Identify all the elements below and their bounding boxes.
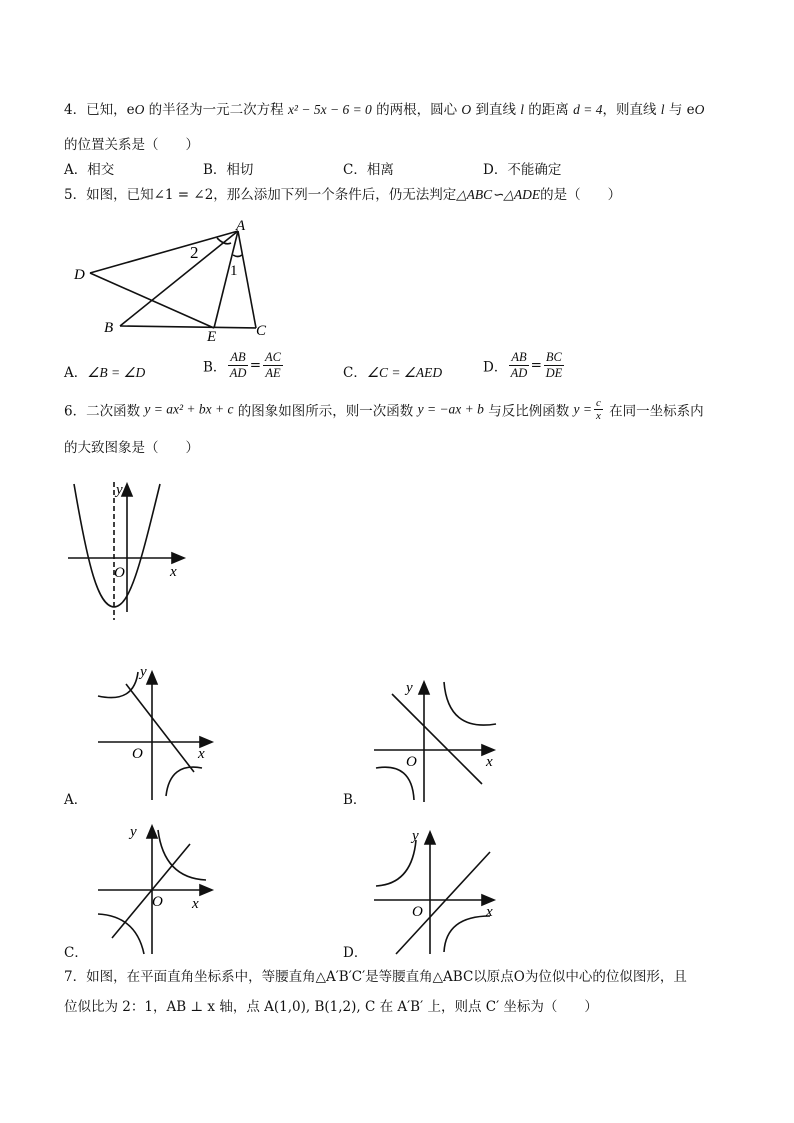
numerator: AB bbox=[511, 350, 527, 364]
denominator: AE bbox=[265, 366, 281, 380]
linear-function: y = −ax + b bbox=[417, 401, 484, 417]
q4-text: ，则直线 bbox=[602, 102, 661, 118]
q5-option-c bbox=[343, 361, 442, 381]
label-angle-1: 1 bbox=[230, 263, 238, 279]
q4-text: 与 bbox=[664, 102, 687, 118]
q4-text: 4．已知， bbox=[64, 102, 127, 118]
option-expr: ∠B = ∠D bbox=[87, 365, 146, 380]
origin-label: O bbox=[412, 904, 423, 920]
q6-parabola-figure bbox=[64, 476, 194, 624]
q5-option-d bbox=[483, 350, 566, 381]
var-l: l bbox=[660, 102, 665, 117]
q6-option-c-label: C． bbox=[64, 945, 88, 961]
quadratic: y = ax² + bx + c bbox=[144, 401, 234, 417]
q6-graph-option-d bbox=[372, 822, 502, 956]
label-A: A bbox=[236, 218, 246, 234]
q6-option-a-label: A． bbox=[64, 792, 88, 808]
q6-option-b-label: B． bbox=[343, 792, 367, 808]
fraction bbox=[594, 397, 603, 422]
denominator: x bbox=[596, 410, 601, 422]
inverse-function: y = bbox=[573, 401, 592, 417]
q6-graph-option-c bbox=[96, 820, 220, 956]
axis-y-label: y bbox=[412, 828, 419, 844]
numerator: BC bbox=[545, 350, 562, 364]
q4-text: 的两根，圆心 bbox=[371, 102, 462, 118]
fraction bbox=[544, 350, 564, 381]
q4-line2: 的位置关系是（ ） bbox=[64, 137, 199, 153]
origin-label: O bbox=[114, 565, 125, 581]
var-l: l bbox=[520, 102, 525, 117]
axis-x-label: x bbox=[198, 746, 205, 762]
axis-y-label: y bbox=[116, 482, 123, 498]
numerator: AB bbox=[230, 350, 246, 364]
origin-label: O bbox=[406, 754, 417, 770]
q4-option-d: D．不能确定 bbox=[483, 162, 562, 178]
equals: = bbox=[530, 357, 542, 374]
var-O: O bbox=[461, 102, 472, 117]
var-O: O bbox=[134, 102, 145, 117]
similarity-relation: △ABC∽△ADE bbox=[456, 187, 541, 202]
q4-text: 的距离 bbox=[524, 102, 574, 118]
equation: x² − 5x − 6 = 0 bbox=[287, 102, 372, 117]
label-E: E bbox=[207, 329, 217, 344]
q5-text: 的是（ ） bbox=[540, 187, 622, 203]
var-O: O bbox=[694, 102, 705, 117]
q4-text: 的半径为一元二次方程 bbox=[144, 102, 288, 118]
q5-option-b bbox=[203, 350, 285, 381]
q7-line1: 7．如图，在平面直角坐标系中，等腰直角△A′B′C′是等腰直角△ABC以原点O为位似中心的位似图形，且 bbox=[64, 969, 687, 985]
q6-stem-line1 bbox=[64, 397, 704, 422]
q4-text: 到直线 bbox=[471, 102, 521, 118]
axis-x-label: x bbox=[486, 754, 493, 770]
fraction bbox=[509, 350, 528, 381]
q5-stem bbox=[64, 183, 621, 203]
q7-line2: 位似比为 2：1，AB ⊥ x 轴，点 A(1,0), B(1,2), C 在 A′B′ 上，则点 C′ 坐标为（ ） bbox=[64, 999, 598, 1015]
fraction bbox=[263, 350, 283, 381]
q5-text: 5．如图，已知∠1 = ∠2，那么添加下列一个条件后，仍无法判定 bbox=[64, 187, 457, 203]
q5-option-a bbox=[64, 361, 145, 381]
option-label: A． bbox=[64, 365, 88, 381]
option-label: D． bbox=[483, 359, 508, 376]
q4-option-c: C．相离 bbox=[343, 162, 394, 178]
denominator: DE bbox=[545, 366, 563, 380]
option-label: C． bbox=[343, 365, 367, 381]
circle-symbol: e bbox=[126, 102, 135, 118]
axis-y-label: y bbox=[130, 824, 137, 840]
q6-graph-option-a bbox=[96, 660, 220, 802]
q4-option-b: B．相切 bbox=[203, 162, 254, 178]
axis-x-label: x bbox=[170, 564, 177, 580]
circle-symbol: e bbox=[686, 102, 695, 118]
label-D: D bbox=[74, 267, 85, 283]
axis-x-label: x bbox=[486, 904, 493, 920]
q6-graph-option-b bbox=[372, 674, 502, 804]
q4-line1 bbox=[64, 98, 704, 118]
denominator: AD bbox=[510, 366, 528, 380]
q6-stem-line2: 的大致图象是（ ） bbox=[64, 440, 199, 456]
equals: = bbox=[249, 357, 262, 374]
axis-y-label: y bbox=[140, 664, 147, 680]
q6-text: 的图象如图所示，则一次函数 bbox=[233, 403, 418, 420]
label-B: B bbox=[104, 320, 114, 336]
origin-label: O bbox=[132, 746, 143, 762]
numerator: AC bbox=[265, 350, 281, 364]
origin-label: O bbox=[152, 894, 163, 910]
q6-text: 在同一坐标系内 bbox=[604, 403, 704, 420]
q6-text: 6．二次函数 bbox=[64, 403, 145, 420]
axis-y-label: y bbox=[406, 680, 413, 696]
label-angle-2: 2 bbox=[190, 243, 199, 262]
axis-x-label: x bbox=[192, 896, 199, 912]
distance-eq: d = 4 bbox=[573, 102, 603, 117]
q6-text: 与反比例函数 bbox=[483, 403, 574, 420]
option-expr: ∠C = ∠AED bbox=[366, 365, 443, 380]
option-label: B． bbox=[203, 359, 227, 376]
label-C: C bbox=[256, 323, 267, 339]
q5-triangle-figure bbox=[66, 214, 288, 344]
q6-option-d-label: D． bbox=[343, 945, 368, 961]
fraction bbox=[228, 350, 247, 381]
denominator: AD bbox=[229, 366, 247, 380]
numerator: c bbox=[596, 397, 601, 409]
q4-option-a: A．相交 bbox=[64, 162, 115, 178]
